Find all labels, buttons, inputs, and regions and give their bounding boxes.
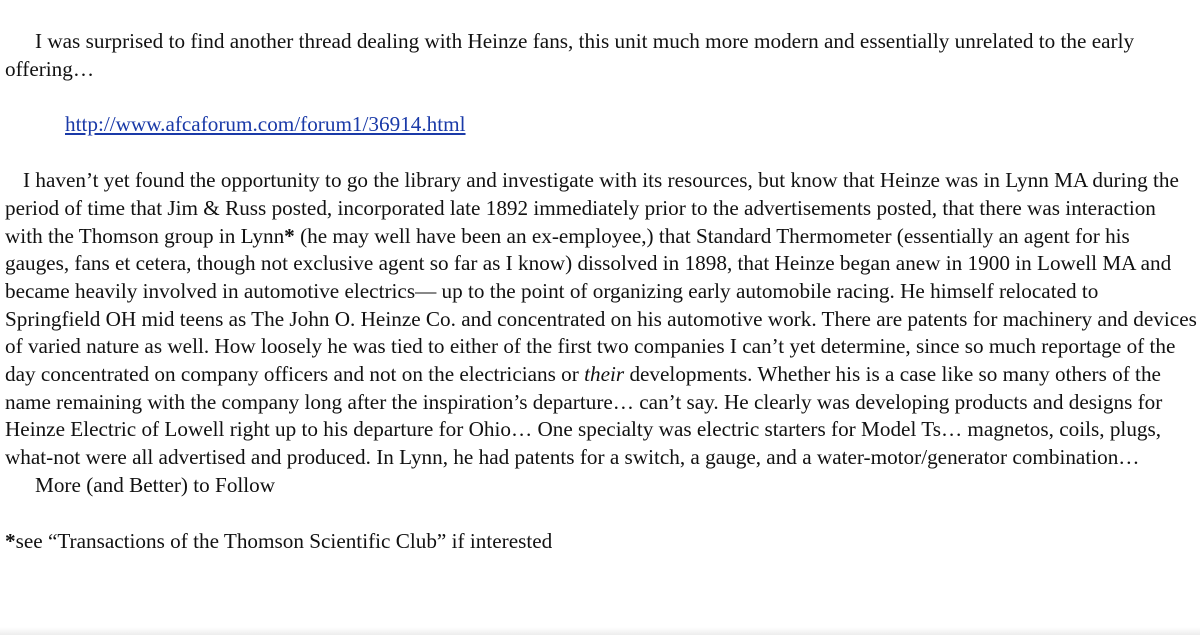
forum-thread-link[interactable]: http://www.afcaforum.com/forum1/36914.html — [65, 112, 466, 137]
footnote-marker: * — [284, 223, 295, 248]
main-paragraph-part3: developments. Whether his is a case like so many others of the name remaining with the company long after the inspiration’s departure… can’t say. He clearly was developing products and designs for Heinze Electric of Lowell right up to his departure for Ohio… One specialty was electric starters for Model Ts… magnetos, coils, plugs, what-not were all advertised and produced. In Lynn, he had patents for a switch, a gauge, and a water-motor/generator combination… — [5, 362, 1163, 470]
footnote — [5, 528, 1197, 556]
footnote-text: see “Transactions of the Thomson Scientific Club” if interested — [15, 528, 553, 553]
link-line — [5, 111, 1197, 139]
intro-paragraph: I was surprised to find another thread dealing with Heinze fans, this unit much more modern and essentially unrelated to the early offering… — [5, 29, 1135, 81]
more-to-follow: More (and Better) to Follow — [35, 472, 276, 497]
main-paragraph-part2: (he may well have been an ex-employee,) that Standard Thermometer (essentially an agent for his gauges, fans et cetera, though not exclusive agent so far as I know) dissolved in 1898, that Heinze began anew in 1900 in Lowell MA and became heavily involved in automotive electrics— up to the point of organizing early automobile racing. He himself relocated to Springfield OH mid teens as The John O. Heinze Co. and concentrated on his automotive work. There are patents for machinery and devices of varied nature as well. How loosely he was tied to either of the first two companies I can’t yet determine, since so much reportage of the day concentrated on company officers and not on the electricians or — [5, 223, 1197, 387]
main-paragraph-part1: I haven’t yet found the opportunity to go the library and investigate with its resources, but know that Heinze was in Lynn MA during the period of time that Jim & Russ posted, incorporated late 1892 immediately prior to the advertisements posted, that there was interaction with the Thomson group in Lynn — [5, 168, 1179, 248]
footnote-star: * — [5, 528, 16, 553]
emphasis-their: their — [584, 362, 625, 387]
bottom-fade — [0, 627, 1200, 635]
document-body — [5, 28, 1197, 555]
main-paragraph — [5, 167, 1197, 472]
